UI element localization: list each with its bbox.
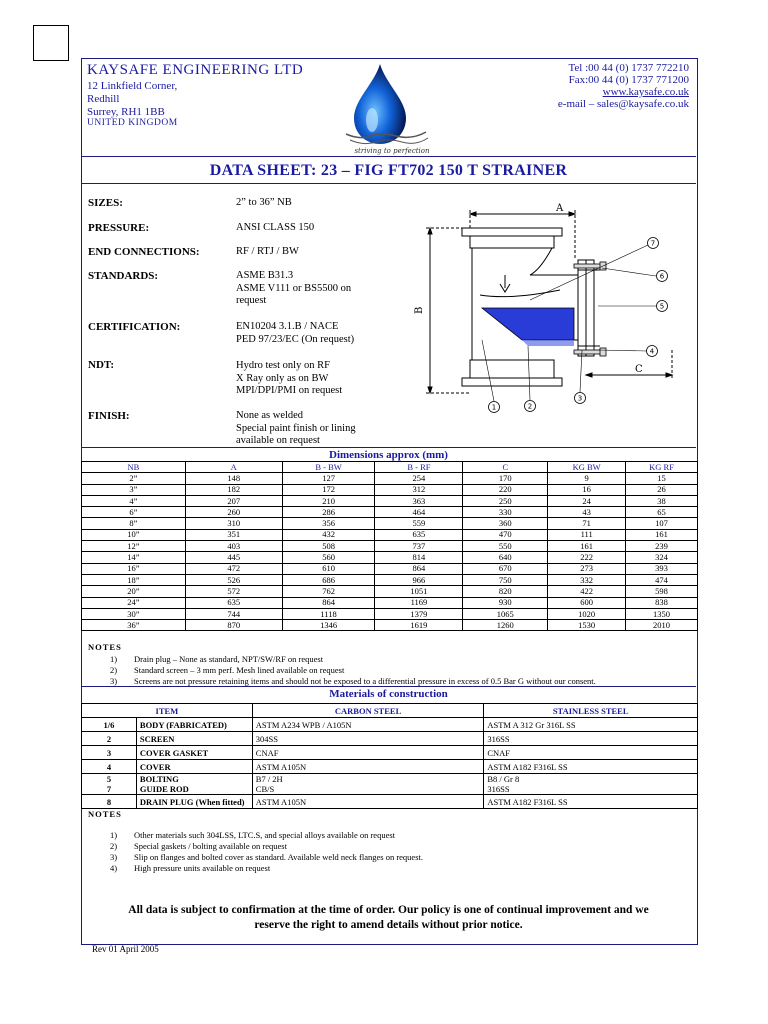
- materials-body: [82, 718, 698, 809]
- address-line-1: 12 Linkfield Corner,: [87, 80, 178, 92]
- disclaimer-line-1: All data is subject to confirmation at the time of order. Our policy is one of continual improvement and we: [128, 904, 649, 916]
- spec-line: Special paint finish or lining: [236, 422, 356, 434]
- table-cell: 686: [282, 574, 375, 585]
- spec-value-end-connections: RF / RTJ / BW: [236, 246, 299, 257]
- materials-table: [81, 703, 698, 809]
- note-number: 4): [110, 863, 118, 873]
- table-cell: ASTM A234 WPB / A105N: [252, 718, 484, 732]
- table-cell: 9: [548, 473, 626, 484]
- website-link[interactable]: www.kaysafe.co.uk: [602, 86, 689, 98]
- logo-tagline: striving to perfection: [354, 147, 430, 155]
- col-header: KG BW: [548, 462, 626, 473]
- table-cell: 1118: [282, 608, 375, 619]
- materials-title: Materials of construction: [329, 688, 448, 700]
- table-cell: 1169: [375, 597, 463, 608]
- disclaimer-line-2: reserve the right to amend details without prior notice.: [254, 919, 523, 931]
- table-cell: 220: [463, 484, 548, 495]
- note-text: Screens are not pressure retaining items and should not be exposed to a differential pressure in excess of 0.5 Bar G without our consent.: [134, 676, 596, 686]
- table-cell: 332: [548, 574, 626, 585]
- page-title: DATA SHEET: 23 – FIG FT702 150 T STRAINER: [209, 162, 568, 179]
- table-cell: 3: [82, 746, 137, 760]
- table-cell: B8 / Gr 8 316SS: [484, 774, 698, 795]
- table-cell: 239: [626, 541, 698, 552]
- table-cell: 864: [375, 563, 463, 574]
- table-cell: 4: [82, 760, 137, 774]
- table-cell: 20”: [82, 586, 186, 597]
- table-cell: 15: [626, 473, 698, 484]
- table-cell: 640: [463, 552, 548, 563]
- table-cell: 864: [282, 597, 375, 608]
- note-number: 3): [110, 676, 118, 686]
- table-cell: BODY (FABRICATED): [136, 718, 252, 732]
- table-cell: SCREEN: [136, 732, 252, 746]
- table-cell: 560: [282, 552, 375, 563]
- table-cell: 6”: [82, 507, 186, 518]
- spec-label-standards: STANDARDS:: [88, 270, 159, 282]
- table-row: [82, 795, 698, 809]
- table-row: [82, 552, 698, 563]
- table-cell: 550: [463, 541, 548, 552]
- table-cell: 210: [282, 495, 375, 506]
- address-line-2: Redhill: [87, 93, 120, 105]
- table-cell: 65: [626, 507, 698, 518]
- spec-line: Hydro test only on RF: [236, 360, 330, 371]
- col-header: A: [185, 462, 282, 473]
- col-header: NB: [82, 462, 186, 473]
- table-cell: 310: [185, 518, 282, 529]
- table-cell: 43: [548, 507, 626, 518]
- disclaimer: [81, 903, 696, 933]
- table-cell: 8”: [82, 518, 186, 529]
- table-cell: 24: [548, 495, 626, 506]
- spec-value-standards: [236, 270, 386, 308]
- table-cell: 432: [282, 529, 375, 540]
- table-cell: 18”: [82, 574, 186, 585]
- table-cell: 930: [463, 597, 548, 608]
- table-cell: 148: [185, 473, 282, 484]
- table-row: [82, 473, 698, 484]
- note-text: Standard screen – 3 mm perf. Mesh lined available on request: [134, 665, 345, 675]
- table-cell: ASTM A182 F316L SS: [484, 760, 698, 774]
- table-cell: 2: [82, 732, 137, 746]
- table-cell: 508: [282, 541, 375, 552]
- table-cell: 1065: [463, 608, 548, 619]
- table-cell: 36”: [82, 620, 186, 631]
- table-cell: 820: [463, 586, 548, 597]
- spec-value-certification: [236, 321, 386, 346]
- table-cell: 26: [626, 484, 698, 495]
- table-row: [82, 774, 698, 795]
- table-row: [82, 529, 698, 540]
- table-cell: COVER: [136, 760, 252, 774]
- table-cell: CNAF: [252, 746, 484, 760]
- table-cell: 161: [626, 529, 698, 540]
- table-cell: 5 7: [82, 774, 137, 795]
- table-cell: DRAIN PLUG (When fitted): [136, 795, 252, 809]
- note-number: 2): [110, 665, 118, 675]
- table-cell: 744: [185, 608, 282, 619]
- note-number: 1): [110, 830, 118, 840]
- spec-line: PED 97/23/EC (On request): [236, 333, 355, 345]
- spec-line: available on request: [236, 435, 320, 446]
- table-cell: 635: [185, 597, 282, 608]
- table-cell: ASTM A182 F316L SS: [484, 795, 698, 809]
- table-cell: 363: [375, 495, 463, 506]
- table-cell: 4”: [82, 495, 186, 506]
- table-cell: 1020: [548, 608, 626, 619]
- table-cell: 286: [282, 507, 375, 518]
- corner-box: [33, 25, 69, 61]
- note-text: Slip on flanges and bolted cover as standard. Available weld neck flanges on request.: [134, 852, 423, 862]
- col-header: B - RF: [375, 462, 463, 473]
- table-row: [82, 608, 698, 619]
- table-cell: 670: [463, 563, 548, 574]
- spec-line: ASME B31.3: [236, 270, 294, 281]
- table-cell: 16: [548, 484, 626, 495]
- table-row: [82, 620, 698, 631]
- table-cell: 750: [463, 574, 548, 585]
- callout-2: 2: [527, 402, 533, 411]
- dimensions-title: Dimensions approx (mm): [329, 449, 448, 461]
- table-cell: ASTM A105N: [252, 795, 484, 809]
- note-number: 2): [110, 841, 118, 851]
- table-cell: 393: [626, 563, 698, 574]
- table-cell: ASTM A105N: [252, 760, 484, 774]
- col-header: KG RF: [626, 462, 698, 473]
- table-row: [82, 760, 698, 774]
- table-cell: 1/6: [82, 718, 137, 732]
- table-cell: 172: [282, 484, 375, 495]
- table-cell: 170: [463, 473, 548, 484]
- table-cell: 2010: [626, 620, 698, 631]
- table-header-row: [82, 704, 698, 718]
- table-cell: 3”: [82, 484, 186, 495]
- table-cell: 966: [375, 574, 463, 585]
- table-cell: 1619: [375, 620, 463, 631]
- table-cell: 598: [626, 586, 698, 597]
- table-cell: 2”: [82, 473, 186, 484]
- table-cell: 182: [185, 484, 282, 495]
- table-cell: 403: [185, 541, 282, 552]
- spec-value-finish: [236, 410, 386, 448]
- droplet-logo: [340, 60, 440, 156]
- note-text: High pressure units available on request: [134, 863, 271, 873]
- table-row: [82, 574, 698, 585]
- table-cell: 254: [375, 473, 463, 484]
- table-row: [82, 732, 698, 746]
- spec-label-pressure: PRESSURE:: [88, 222, 150, 234]
- table-cell: 260: [185, 507, 282, 518]
- table-cell: 737: [375, 541, 463, 552]
- table-cell: 38: [626, 495, 698, 506]
- callout-5: 5: [659, 302, 665, 311]
- revision-label: Rev 01 April 2005: [92, 944, 159, 954]
- divider-dimensions: [81, 447, 696, 448]
- tel: Tel :00 44 (0) 1737 772210: [568, 62, 689, 74]
- dim-label-c: C: [635, 364, 643, 375]
- table-cell: 111: [548, 529, 626, 540]
- table-row: [82, 541, 698, 552]
- spec-label-certification: CERTIFICATION:: [88, 321, 181, 333]
- table-cell: 600: [548, 597, 626, 608]
- table-cell: 1530: [548, 620, 626, 631]
- table-cell: B7 / 2H CB/S: [252, 774, 484, 795]
- note-text: Special gaskets / bolting available on request: [134, 841, 287, 851]
- table-cell: 1051: [375, 586, 463, 597]
- table-row: [82, 507, 698, 518]
- table-cell: 610: [282, 563, 375, 574]
- table-row: [82, 563, 698, 574]
- address-line-3: Surrey, RH1 1BB: [87, 106, 165, 118]
- table-cell: 470: [463, 529, 548, 540]
- table-cell: 762: [282, 586, 375, 597]
- spec-line: X Ray only as on BW: [236, 372, 329, 384]
- spec-label-finish: FINISH:: [88, 410, 130, 422]
- table-cell: 24”: [82, 597, 186, 608]
- company-name: KAYSAFE ENGINEERING LTD: [87, 62, 304, 78]
- table-cell: 526: [185, 574, 282, 585]
- table-cell: 71: [548, 518, 626, 529]
- col-header: ITEM: [82, 704, 253, 718]
- table-cell: 814: [375, 552, 463, 563]
- table-cell: 1350: [626, 608, 698, 619]
- note-number: 1): [110, 654, 118, 664]
- table-cell: 312: [375, 484, 463, 495]
- spec-label-ndt: NDT:: [88, 359, 115, 371]
- table-cell: 16”: [82, 563, 186, 574]
- divider-materials: [81, 686, 696, 687]
- table-header-row: [82, 462, 698, 473]
- email-link[interactable]: e-mail – sales@kaysafe.co.uk: [557, 98, 689, 110]
- table-cell: CNAF: [484, 746, 698, 760]
- table-cell: 351: [185, 529, 282, 540]
- table-row: [82, 746, 698, 760]
- callout-1: 1: [491, 403, 497, 412]
- table-row: [82, 597, 698, 608]
- table-cell: 472: [185, 563, 282, 574]
- col-header: C: [463, 462, 548, 473]
- table-cell: 10”: [82, 529, 186, 540]
- fax: Fax:00 44 (0) 1737 771200: [568, 74, 689, 86]
- table-cell: 324: [626, 552, 698, 563]
- notes-header: NOTES: [88, 809, 122, 819]
- table-cell: 474: [626, 574, 698, 585]
- note-text: Drain plug – None as standard, NPT/SW/RF on request: [134, 654, 324, 664]
- table-cell: 127: [282, 473, 375, 484]
- table-cell: 273: [548, 563, 626, 574]
- table-cell: 316SS: [484, 732, 698, 746]
- table-cell: 207: [185, 495, 282, 506]
- table-cell: 1346: [282, 620, 375, 631]
- table-row: [82, 518, 698, 529]
- table-cell: 1379: [375, 608, 463, 619]
- table-cell: 572: [185, 586, 282, 597]
- table-row: [82, 484, 698, 495]
- table-row: [82, 495, 698, 506]
- dimensions-table: [81, 461, 698, 631]
- note-number: 3): [110, 852, 118, 862]
- table-cell: 30”: [82, 608, 186, 619]
- table-cell: COVER GASKET: [136, 746, 252, 760]
- dimensions-body: [82, 473, 698, 631]
- spec-label-end-connections: END CONNECTIONS:: [88, 246, 200, 258]
- table-cell: 12”: [82, 541, 186, 552]
- spec-line: MPI/DPI/PMI on request: [236, 385, 343, 396]
- table-cell: 838: [626, 597, 698, 608]
- table-row: [82, 718, 698, 732]
- spec-line: request: [236, 295, 267, 306]
- spec-label-sizes: SIZES:: [88, 197, 123, 209]
- callout-4: 4: [649, 347, 655, 356]
- table-cell: 8: [82, 795, 137, 809]
- callout-3: 3: [577, 394, 583, 403]
- spec-value-sizes: 2” to 36” NB: [236, 197, 292, 208]
- callout-6: 6: [659, 272, 665, 281]
- table-cell: 635: [375, 529, 463, 540]
- dim-label-b: B: [414, 306, 425, 314]
- table-cell: 445: [185, 552, 282, 563]
- strainer-diagram: [410, 200, 690, 420]
- spec-value-pressure: ANSI CLASS 150: [236, 222, 315, 233]
- callout-7: 7: [650, 239, 656, 248]
- table-cell: 107: [626, 518, 698, 529]
- address-line-4: UNITED KINGDOM: [87, 118, 178, 128]
- divider-top: [81, 156, 696, 157]
- note-text: Other materials such 304LSS, LTC.S, and special alloys available on request: [134, 830, 396, 840]
- table-cell: 304SS: [252, 732, 484, 746]
- table-cell: 1260: [463, 620, 548, 631]
- divider-title: [81, 183, 696, 184]
- notes-header: NOTES: [88, 642, 122, 652]
- table-cell: 464: [375, 507, 463, 518]
- table-cell: 161: [548, 541, 626, 552]
- dim-label-a: A: [556, 203, 564, 214]
- table-cell: 330: [463, 507, 548, 518]
- table-cell: 356: [282, 518, 375, 529]
- table-cell: 222: [548, 552, 626, 563]
- table-cell: BOLTING GUIDE ROD: [136, 774, 252, 795]
- spec-line: EN10204 3.1.B / NACE: [236, 321, 339, 332]
- table-cell: 14”: [82, 552, 186, 563]
- table-cell: 250: [463, 495, 548, 506]
- col-header: CARBON STEEL: [252, 704, 484, 718]
- table-cell: 422: [548, 586, 626, 597]
- table-cell: 559: [375, 518, 463, 529]
- spec-value-ndt: [236, 360, 386, 398]
- spec-line: ASME V111 or BS5500 on: [236, 282, 352, 294]
- col-header: STAINLESS STEEL: [484, 704, 698, 718]
- col-header: B - BW: [282, 462, 375, 473]
- spec-line: None as welded: [236, 410, 304, 421]
- table-cell: 870: [185, 620, 282, 631]
- table-row: [82, 586, 698, 597]
- table-cell: 360: [463, 518, 548, 529]
- table-cell: ASTM A 312 Gr 316L SS: [484, 718, 698, 732]
